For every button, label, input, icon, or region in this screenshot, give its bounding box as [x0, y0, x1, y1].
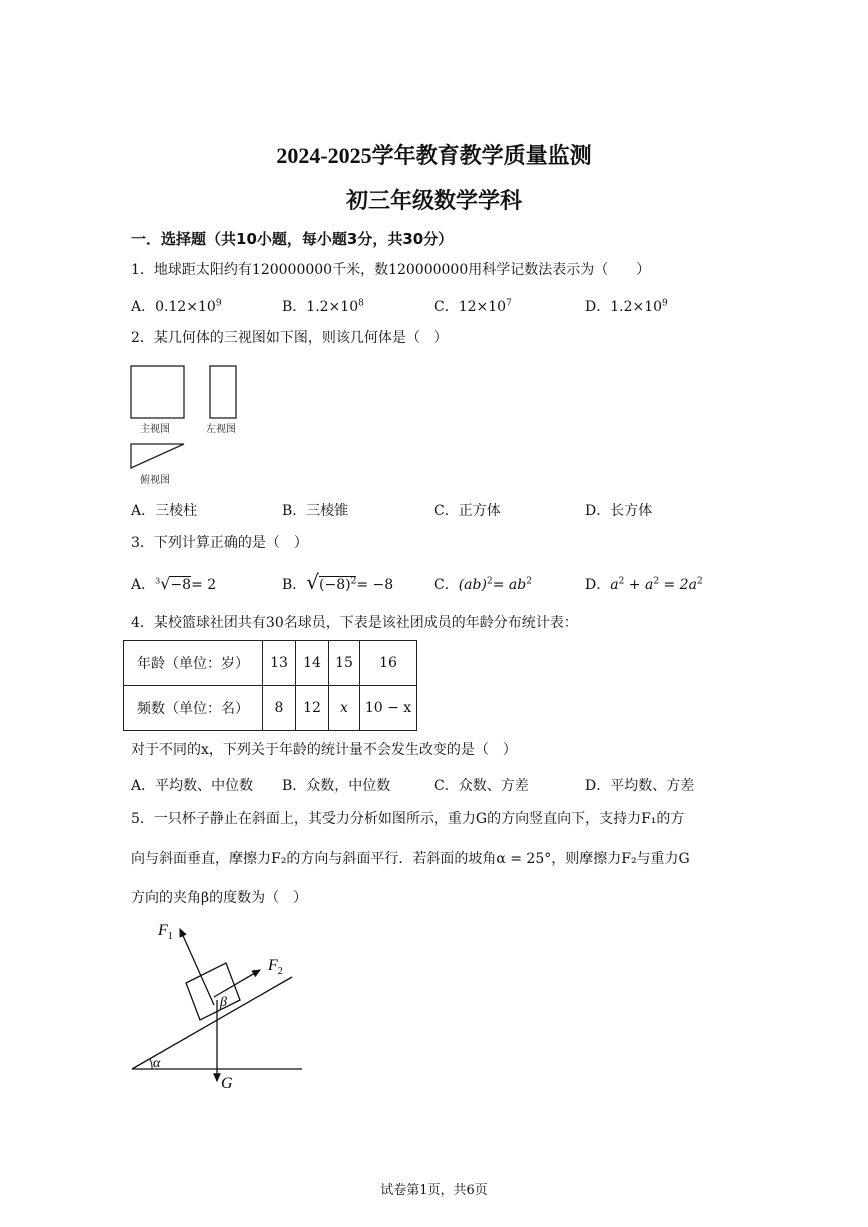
q3-option-a: A．$^3$√−8= 2	[131, 574, 217, 593]
table-row	[124, 686, 417, 731]
q1-option-b: B．$1.2\times 10^8$	[282, 298, 364, 315]
table-cell: 14	[296, 641, 329, 686]
force-diagram	[120, 915, 320, 1095]
q2-option-d: D．长方体	[585, 503, 653, 519]
table-cell: x	[329, 686, 360, 731]
page-footer: 试卷第1页，共6页	[380, 1183, 488, 1198]
top-view-label: 俯视图	[140, 475, 170, 486]
q1-option-d: D．$1.2\times 10^9$	[585, 298, 668, 315]
beta-label: β	[220, 995, 227, 1010]
q2-option-a: A．三棱柱	[131, 503, 198, 519]
left-view-rect	[210, 366, 236, 418]
q3-option-c: C．$(ab)^2= ab^2$	[434, 576, 532, 593]
exam-title: 2024-2025学年教育教学质量监测	[276, 143, 592, 168]
q4-option-a: A．平均数、中位数	[131, 778, 254, 794]
q2-option-c: C．正方体	[434, 503, 501, 519]
q2-stem: 2．某几何体的三视图如下图，则该几何体是（ ）	[131, 330, 448, 346]
q1-stem: 1．地球距太阳约有120000000千米，数120000000用科学记数法表示为（ ）	[131, 262, 651, 278]
table-header-cell: 年龄（单位：岁）	[124, 641, 263, 686]
table-cell: 12	[296, 686, 329, 731]
f2-label: $F_2$	[268, 957, 283, 977]
table-cell: 8	[263, 686, 296, 731]
q1-option-a: A．$0.12\times 10^9$	[131, 298, 222, 315]
front-view-square	[131, 366, 184, 418]
q3-stem: 3．下列计算正确的是（ ）	[131, 535, 308, 551]
q3-option-b: B．$√(-8)^2= -8$	[282, 570, 394, 594]
g-label: G	[221, 1075, 233, 1092]
alpha-arc	[150, 1059, 152, 1069]
q1-option-c: C．$12\times 10^7$	[434, 298, 512, 315]
top-view-triangle	[131, 444, 184, 468]
q4-option-c: C．众数、方差	[434, 778, 529, 794]
table-row	[124, 641, 417, 686]
q4-stem: 4．某校篮球社团共有30名球员，下表是该社团成员的年龄分布统计表：	[131, 615, 578, 631]
section-heading: 一．选择题（共10小题，每小题3分，共30分）	[131, 230, 454, 248]
left-view-label: 左视图	[206, 424, 236, 435]
table-cell: 16	[360, 641, 417, 686]
exam-subject: 初三年级数学学科	[345, 188, 522, 213]
q5-line2: 向与斜面垂直，摩擦力F₂的方向与斜面平行．若斜面的坡角α = 25°，则摩擦力F₂与重力G	[131, 851, 690, 867]
q4-option-b: B．众数，中位数	[282, 778, 391, 794]
q4-option-d: D．平均数、方差	[585, 778, 695, 794]
f1-label: $F_1$	[158, 922, 173, 942]
table-header-cell: 频数（单位：名）	[124, 686, 263, 731]
table-cell: 13	[263, 641, 296, 686]
q2-option-b: B．三棱锥	[282, 503, 349, 519]
q4-question: 对于不同的x，下列关于年龄的统计量不会发生改变的是（ ）	[131, 742, 517, 758]
table-cell: 15	[329, 641, 360, 686]
q5-line3: 方向的夹角β的度数为（ ）	[131, 890, 308, 906]
q5-line1: 5．一只杯子静止在斜面上，其受力分析如图所示，重力G的方向竖直向下，支持力F₁的方	[131, 811, 685, 827]
age-table	[123, 640, 417, 731]
front-view-label: 主视图	[140, 424, 170, 435]
q3-option-d: D．$a^2 + a^2 = 2a^2$	[585, 576, 703, 593]
alpha-label: α	[153, 1056, 161, 1071]
table-cell: 10 − x	[360, 686, 417, 731]
